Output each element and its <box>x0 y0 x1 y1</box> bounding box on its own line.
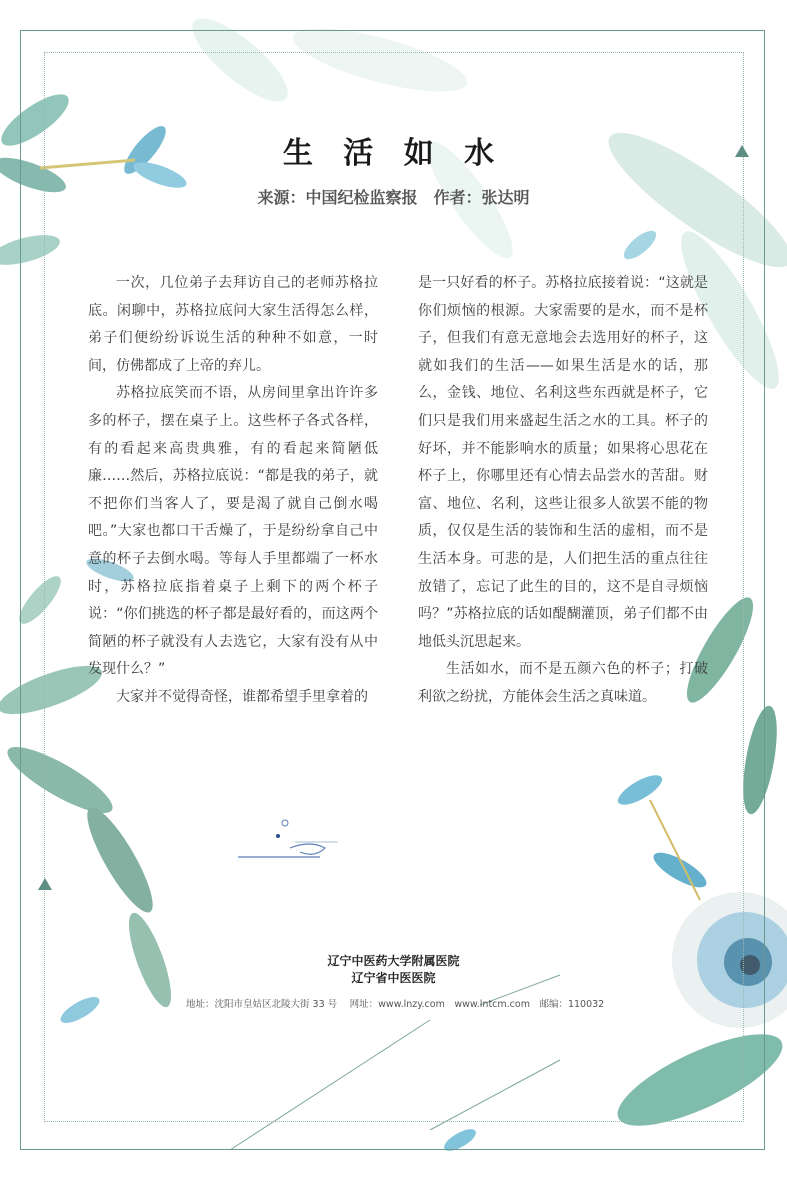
paragraph: 生活如水，而不是五颜六色的杯子；打破利欲之纷扰，方能体会生活之真味道。 <box>418 661 708 705</box>
article-left-column <box>88 270 378 712</box>
hospital-name-1: 辽宁中医药大学附属医院 <box>327 954 460 968</box>
triangle-marker-bottom-left <box>38 878 52 890</box>
article-right-column <box>418 270 708 712</box>
paragraph: 一次，几位弟子去拜访自己的老师苏格拉底。闲聊中，苏格拉底问大家生活得怎么样，弟子们便纷纷诉说生活的种种不如意，一时间，仿佛都成了上帝的弃儿。 <box>88 275 378 374</box>
paragraph: 是一只好看的杯子。苏格拉底接着说：“这就是你们烦恼的根源。大家需要的是水，而不是杯子，但我们有意无意地会去选用好的杯子，这就如我们的生活——如果生活是水的话，那么，金钱、地位、名利这些东西就是杯子，它们只是我们用来盛起生活之水的工具。杯子的好坏，并不能影响水的质量；如果将心思花在杯子上，你哪里还有心情去品尝水的苦甜。财富、地位、名利，这些让很多人欲罢不能的物质，仅仅是生活的装饰和生活的虚相，而不是生活本身。可悲的是，人们把生活的重点往往放错了，忘记了此生的目的，这不是自寻烦恼吗？”苏格拉底的话如醍醐灌顶，弟子们都不由地低头沉思起来。 <box>418 275 708 650</box>
page-title: 生 活 如 水 <box>282 136 505 171</box>
paragraph: 大家并不觉得奇怪，谁都希望手里拿着的 <box>116 688 368 705</box>
address-line: 地址：沈阳市皇姑区北陵大街 33 号 网址：www.lnzy.com www.lntcm.com 邮编：110032 <box>186 999 605 1010</box>
paragraph: 苏格拉底笑而不语，从房间里拿出许许多多的杯子，摆在桌子上。这些杯子各式各样，有的看起来高贵典雅，有的看起来简陋低廉……然后，苏格拉底说：“都是我的弟子，就不把你们当客人了，要是渴了就自己倒水喝吧。”大家也都口干舌燥了，于是纷纷拿自己中意的杯子去倒水喝。等每人手里都端了一杯水时，苏格拉底指着桌子上剩下的两个杯子说：“你们挑选的杯子都是最好看的，而这两个简陋的杯子就没有人去选它，大家有没有从中发现什么？” <box>88 385 378 678</box>
source-line: 来源：中国纪检监察报 作者：张达明 <box>257 188 530 207</box>
hospital-name-2: 辽宁省中医医院 <box>351 971 436 985</box>
